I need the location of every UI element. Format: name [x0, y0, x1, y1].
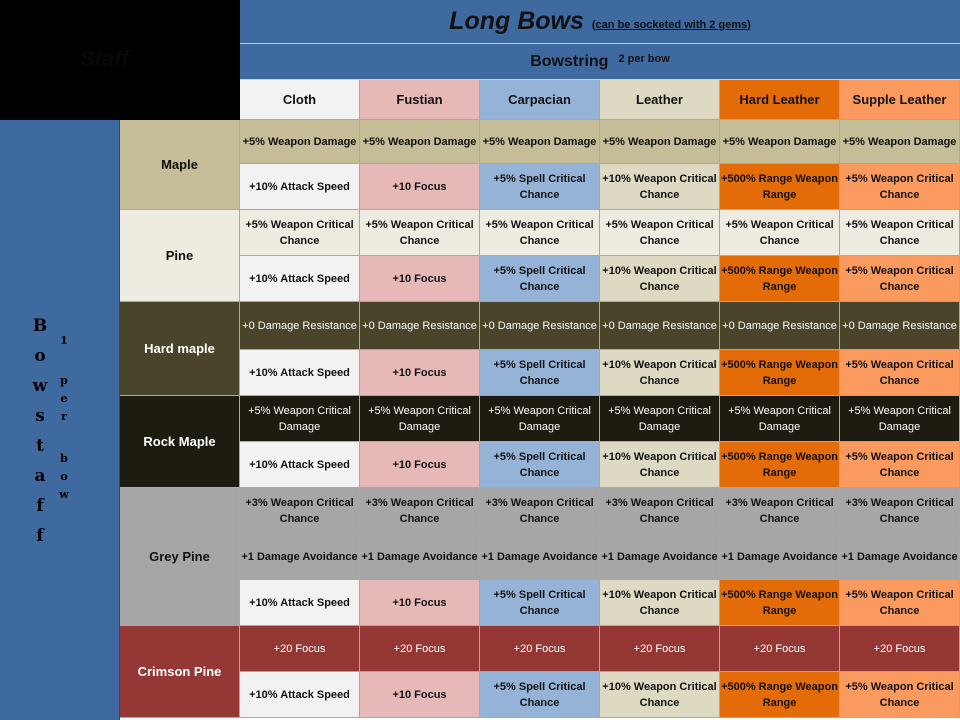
- bowstring-banner: [240, 44, 960, 80]
- wood-bonus-cell: +0 Damage Resistance: [720, 302, 840, 350]
- string-bonus-cell: +500% Range Weapon Range: [720, 442, 840, 488]
- column-header: Leather: [600, 80, 720, 120]
- wood-bonus-cell: +5% Weapon Damage: [600, 120, 720, 164]
- page-title: Long Bows: [449, 7, 584, 35]
- wood-bonus-cell: +5% Weapon Critical Damage: [720, 396, 840, 442]
- wood-bonus-cell: +5% Weapon Critical Damage: [600, 396, 720, 442]
- string-bonus-cell: +10% Weapon Critical Chance: [600, 350, 720, 396]
- wood-bonus-cell: +5% Weapon Critical Chance: [240, 210, 360, 256]
- string-bonus-cell: +5% Spell Critical Chance: [480, 580, 600, 626]
- string-bonus-cell: +500% Range Weapon Range: [720, 350, 840, 396]
- string-bonus-cell: +5% Weapon Critical Chance: [840, 350, 960, 396]
- wood-bonus-cell: +5% Weapon Damage: [480, 120, 600, 164]
- wood-bonus-cell: +20 Focus: [360, 626, 480, 672]
- bowstaff-letter: a: [34, 466, 46, 486]
- string-bonus-cell: +10% Attack Speed: [240, 442, 360, 488]
- wood-bonus-cell: +3% Weapon Critical Chance: [240, 488, 360, 534]
- string-bonus-cell: +10% Attack Speed: [240, 672, 360, 718]
- string-bonus-cell: +10 Focus: [360, 164, 480, 210]
- bowstring-label: Bowstring: [530, 52, 609, 70]
- title-banner: [240, 0, 960, 44]
- string-bonus-cell: +10% Attack Speed: [240, 256, 360, 302]
- wood-label: Maple: [120, 120, 240, 210]
- bowstaff-note-char: 1: [60, 334, 68, 347]
- bowstaff-note-char: r: [61, 410, 67, 423]
- string-bonus-cell: +5% Spell Critical Chance: [480, 672, 600, 718]
- string-bonus-cell: +5% Spell Critical Chance: [480, 442, 600, 488]
- wood-label: Hard maple: [120, 302, 240, 396]
- string-bonus-cell: +10 Focus: [360, 256, 480, 302]
- corner-label: Staff: [80, 46, 129, 71]
- wood-label: Grey Pine: [120, 488, 240, 626]
- string-bonus-cell: +5% Spell Critical Chance: [480, 256, 600, 302]
- string-bonus-cell: +10% Weapon Critical Chance: [600, 256, 720, 302]
- corner-block: [0, 0, 240, 120]
- string-bonus-cell: +10% Weapon Critical Chance: [600, 442, 720, 488]
- wood-bonus-cell: +20 Focus: [240, 626, 360, 672]
- wood-bonus-cell: +20 Focus: [480, 626, 600, 672]
- string-bonus-cell: +10 Focus: [360, 672, 480, 718]
- string-bonus-cell: +5% Weapon Critical Chance: [840, 442, 960, 488]
- wood-label: Rock Maple: [120, 396, 240, 488]
- wood-bonus-cell: +0 Damage Resistance: [840, 302, 960, 350]
- wood-bonus-cell: +5% Weapon Critical Chance: [720, 210, 840, 256]
- wood-bonus-cell: +5% Weapon Damage: [720, 120, 840, 164]
- wood-bonus-cell: +5% Weapon Damage: [240, 120, 360, 164]
- column-header: Cloth: [240, 80, 360, 120]
- string-bonus-cell: +5% Weapon Critical Chance: [840, 672, 960, 718]
- string-bonus-cell: +5% Weapon Critical Chance: [840, 256, 960, 302]
- wood-bonus-cell: +5% Weapon Critical Damage: [360, 396, 480, 442]
- wood-bonus-cell: +0 Damage Resistance: [360, 302, 480, 350]
- bowstaff-letter: f: [36, 526, 44, 546]
- bowstaff-note-char: o: [60, 470, 68, 483]
- bowstaff-letter: s: [35, 406, 45, 426]
- bowstaff-letter: f: [36, 496, 44, 516]
- bowstring-note: 2 per bow: [618, 52, 670, 65]
- wood-bonus-cell: +5% Weapon Critical Damage: [480, 396, 600, 442]
- wood-label: Crimson Pine: [120, 626, 240, 718]
- column-header: Fustian: [360, 80, 480, 120]
- wood-bonus-cell: +3% Weapon Critical Chance: [360, 488, 480, 534]
- string-bonus-cell: +500% Range Weapon Range: [720, 164, 840, 210]
- bowstaff-note-char: w: [59, 488, 69, 501]
- string-bonus-cell: +10% Attack Speed: [240, 580, 360, 626]
- wood-bonus-cell: +20 Focus: [600, 626, 720, 672]
- wood-bonus-cell: +1 Damage Avoidance: [480, 534, 600, 580]
- wood-bonus-cell: +1 Damage Avoidance: [600, 534, 720, 580]
- wood-bonus-cell: +1 Damage Avoidance: [240, 534, 360, 580]
- wood-bonus-cell: +20 Focus: [840, 626, 960, 672]
- bowstaff-note-char: p: [60, 374, 68, 387]
- wood-bonus-cell: +3% Weapon Critical Chance: [720, 488, 840, 534]
- string-bonus-cell: +10% Attack Speed: [240, 164, 360, 210]
- bowstaff-note-char: b: [60, 452, 68, 465]
- bowstaff-letter: t: [36, 436, 44, 456]
- wood-bonus-cell: +5% Weapon Critical Damage: [840, 396, 960, 442]
- string-bonus-cell: +500% Range Weapon Range: [720, 672, 840, 718]
- wood-bonus-cell: +20 Focus: [720, 626, 840, 672]
- wood-bonus-cell: +0 Damage Resistance: [480, 302, 600, 350]
- wood-label: Pine: [120, 210, 240, 302]
- string-bonus-cell: +10% Attack Speed: [240, 350, 360, 396]
- wood-bonus-cell: +5% Weapon Critical Chance: [600, 210, 720, 256]
- bowstaff-letter: B: [32, 316, 48, 336]
- wood-bonus-cell: +5% Weapon Damage: [840, 120, 960, 164]
- string-bonus-cell: +10 Focus: [360, 442, 480, 488]
- string-bonus-cell: +10 Focus: [360, 350, 480, 396]
- wood-bonus-cell: +1 Damage Avoidance: [720, 534, 840, 580]
- string-bonus-cell: +5% Spell Critical Chance: [480, 350, 600, 396]
- wood-bonus-cell: +5% Weapon Critical Chance: [840, 210, 960, 256]
- wood-bonus-cell: +1 Damage Avoidance: [360, 534, 480, 580]
- wood-bonus-cell: +5% Weapon Critical Damage: [240, 396, 360, 442]
- wood-bonus-cell: +0 Damage Resistance: [240, 302, 360, 350]
- column-header: Carpacian: [480, 80, 600, 120]
- bowstaff-note-char: e: [60, 392, 68, 405]
- wood-bonus-cell: +5% Weapon Damage: [360, 120, 480, 164]
- wood-bonus-cell: +3% Weapon Critical Chance: [600, 488, 720, 534]
- string-bonus-cell: +500% Range Weapon Range: [720, 580, 840, 626]
- wood-bonus-cell: +5% Weapon Critical Chance: [480, 210, 600, 256]
- bowstaff-letter: w: [32, 376, 48, 396]
- string-bonus-cell: +5% Weapon Critical Chance: [840, 164, 960, 210]
- wood-bonus-cell: +1 Damage Avoidance: [840, 534, 960, 580]
- bowstaff-letter: o: [34, 346, 46, 366]
- string-bonus-cell: +10 Focus: [360, 580, 480, 626]
- string-bonus-cell: +10% Weapon Critical Chance: [600, 164, 720, 210]
- column-header: Supple Leather: [840, 80, 960, 120]
- title-note: (can be socketed with 2 gems): [591, 18, 751, 31]
- string-bonus-cell: +10% Weapon Critical Chance: [600, 672, 720, 718]
- wood-bonus-cell: +3% Weapon Critical Chance: [840, 488, 960, 534]
- wood-bonus-cell: +5% Weapon Critical Chance: [360, 210, 480, 256]
- string-bonus-cell: +500% Range Weapon Range: [720, 256, 840, 302]
- column-header: Hard Leather: [720, 80, 840, 120]
- string-bonus-cell: +5% Weapon Critical Chance: [840, 580, 960, 626]
- wood-bonus-cell: +0 Damage Resistance: [600, 302, 720, 350]
- string-bonus-cell: +5% Spell Critical Chance: [480, 164, 600, 210]
- string-bonus-cell: +10% Weapon Critical Chance: [600, 580, 720, 626]
- wood-bonus-cell: +3% Weapon Critical Chance: [480, 488, 600, 534]
